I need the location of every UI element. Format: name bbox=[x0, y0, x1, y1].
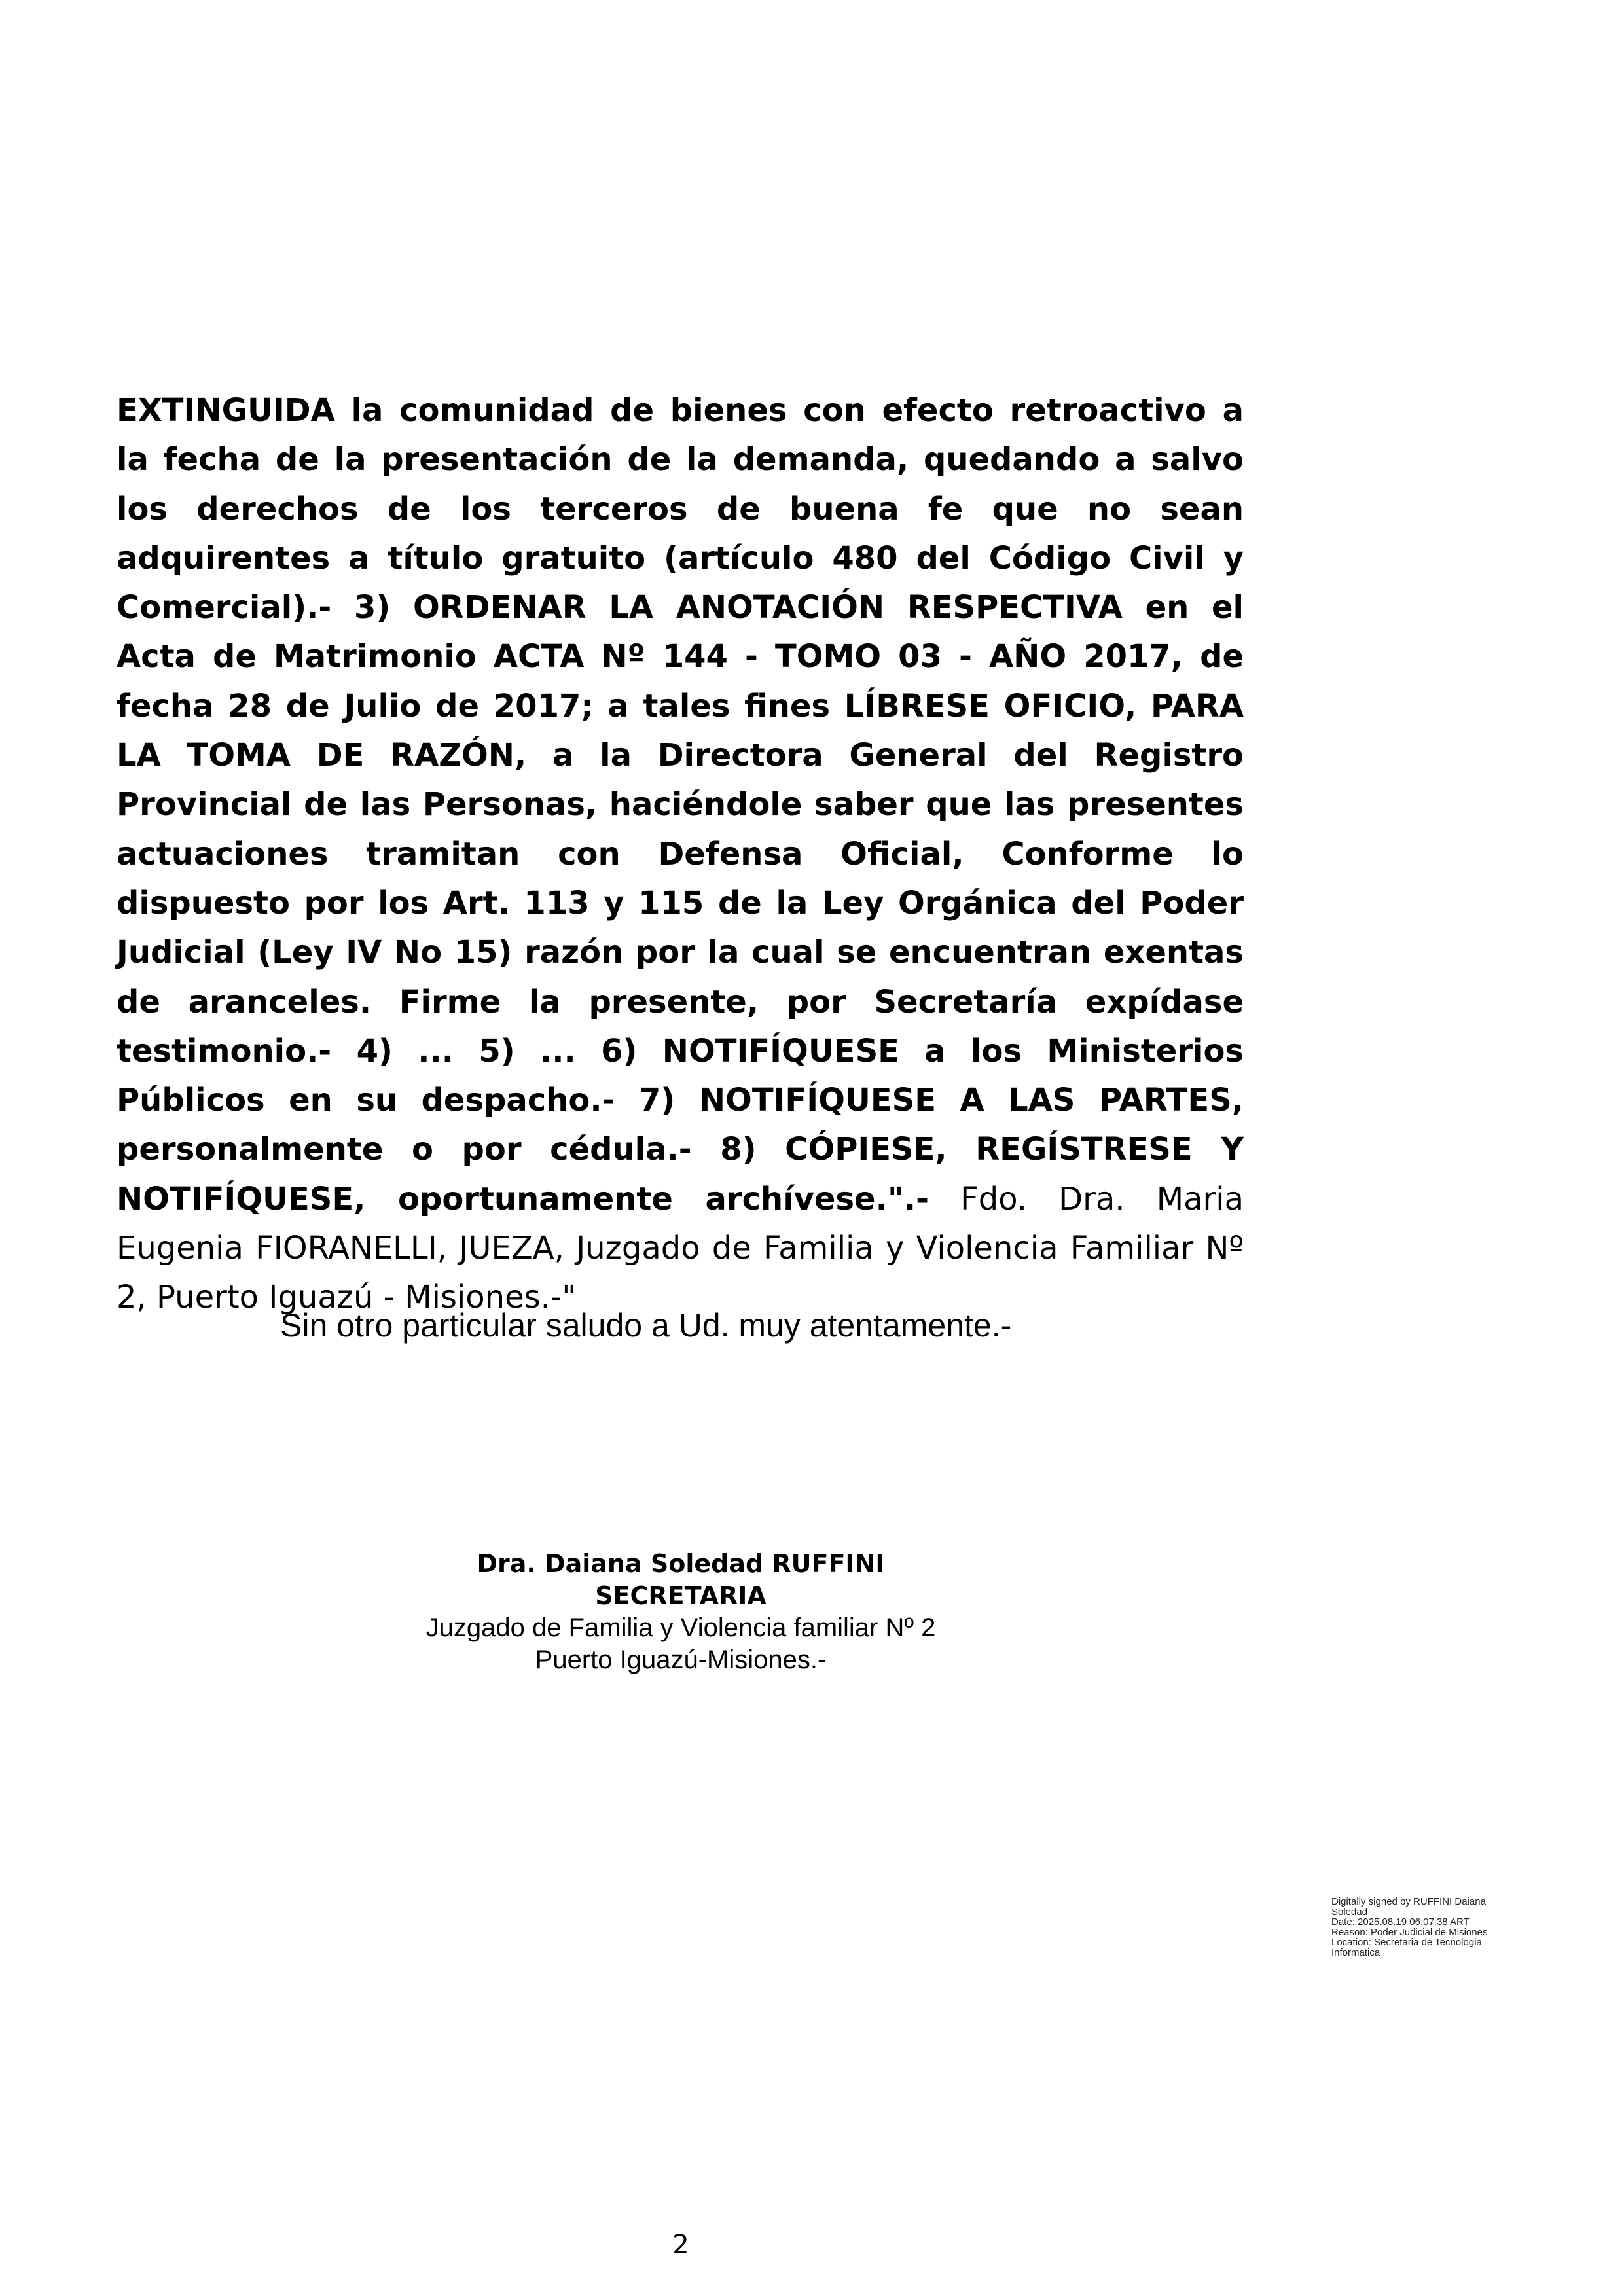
signer-location: Puerto Iguazú-Misiones.- bbox=[535, 1645, 827, 1674]
digital-signature-location: Location: Secretaria de Tecnologia Informatica bbox=[1331, 1937, 1482, 1958]
digital-signature-signed-by: Digitally signed by RUFFINI Daiana Soledad bbox=[1331, 1896, 1486, 1918]
page-number: 2 bbox=[672, 2230, 689, 2260]
signer-title: SECRETARIA bbox=[595, 1581, 767, 1610]
closing-salutation: Sin otro particular saludo a Ud. muy atentamente.- bbox=[280, 1307, 1012, 1344]
signer-court: Juzgado de Familia y Violencia familiar Nº 2 bbox=[425, 1613, 936, 1642]
resolution-operative-part: EXTINGUIDA la comunidad de bienes con efecto retroactivo a la fecha de la presentación de la demanda, quedando a salvo los derechos de los terceros de buena fe que no sean adquirentes a título gratuito (artículo 480 del Código Civil y Comercial).- 3) ORDENAR LA ANOTACIÓN RESPECTIVA en el Acta de Matrimonio ACTA Nº 144 - TOMO 03 - AÑO 2017, de fecha 28 de Julio de 2017; a tales fines LÍBRESE OFICIO, PARA LA TOMA DE RAZÓN, a la Directora General del Registro Provincial de las Personas, haciéndole saber que las presentes actuaciones tramitan con Defensa Oficial, Conforme lo dispuesto por los Art. 113 y 115 de la Ley Orgánica del Poder Judicial (Ley IV No 15) razón por la cual se encuentran exentas de aranceles. Firme la presente, por Secretaría expídase testimonio.- 4) ... 5) ... 6) NOTIFÍQUESE a los Ministerios Públicos en su despacho.- 7) NOTIFÍQUESE A LAS PARTES, personalmente o por cédula.- 8) CÓPIESE, REGÍSTRESE Y NOTIFÍQUESE, oportunamente archívese.".- bbox=[117, 392, 1244, 1217]
judge-signature-reference: Fdo. Dra. Maria Eugenia FIORANELLI, JUEZA, Juzgado de Familia y Violencia Familiar Nº 2, Puerto Iguazú - Misiones.-" bbox=[117, 1180, 1244, 1316]
digital-signature-date: Date: 2025.08.19 06:07:38 ART bbox=[1331, 1916, 1470, 1928]
digital-signature-stamp bbox=[1331, 1897, 1521, 1958]
resolution-body-text bbox=[117, 386, 1244, 1323]
signer-name: Dra. Daiana Soledad RUFFINI bbox=[477, 1549, 885, 1578]
signature-block bbox=[353, 1548, 1008, 1676]
digital-signature-reason: Reason: Poder Judicial de Misiones bbox=[1331, 1926, 1488, 1938]
